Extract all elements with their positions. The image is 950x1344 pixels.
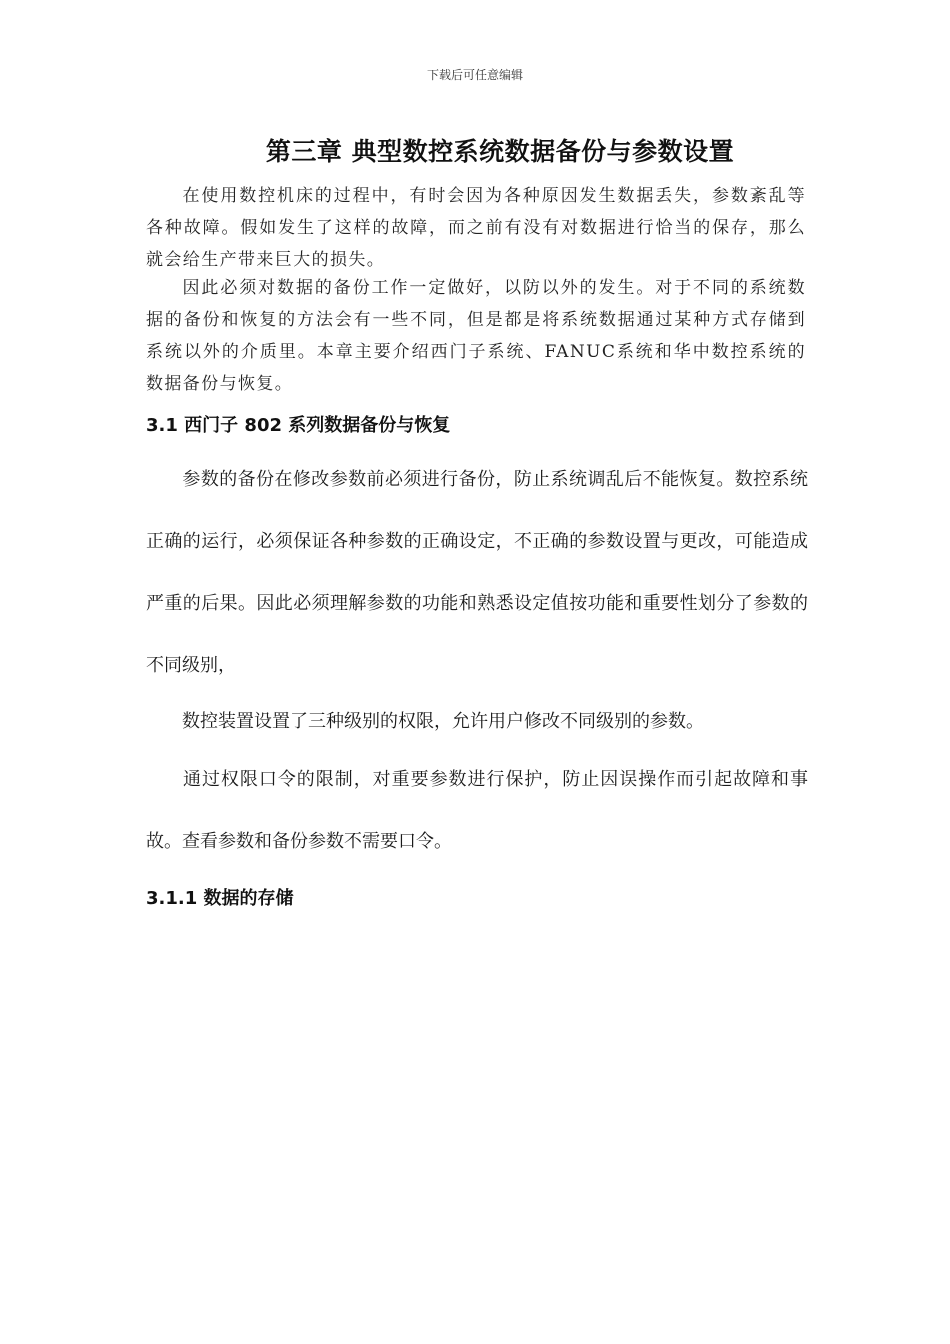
section-3-1-paragraph-3-text: 通过权限口令的限制，对重要参数进行保护，防止因误操作而引起故障和事故。查看参数和备份参数不需要口令。 (146, 769, 808, 852)
section-heading-3-1-1: 3.1.1 数据的存储 (146, 888, 294, 909)
section-3-1-paragraph-2 (146, 691, 808, 753)
section-3-1-paragraph-3 (146, 749, 808, 873)
header-note: 下载后可任意编辑 (426, 68, 523, 82)
section-3-1-paragraph-1 (146, 449, 808, 697)
section-heading-3-1: 3.1 西门子 802 系列数据备份与恢复 (146, 415, 451, 436)
intro-paragraph-2 (146, 272, 806, 400)
intro-paragraph-2-text: 因此必须对数据的备份工作一定做好，以防以外的发生。对于不同的系统数据的备份和恢复的方法会有一些不同，但是都是将系统数据通过某种方式存储到系统以外的介质里。本章主要介绍西门子系统、FANUC系统和华中数控系统的数据备份与恢复。 (146, 278, 806, 394)
intro-paragraph-1 (146, 180, 806, 276)
section-3-1-paragraph-1-text: 参数的备份在修改参数前必须进行备份，防止系统调乱后不能恢复。数控系统正确的运行，必须保证各种参数的正确设定，不正确的参数设置与更改，可能造成严重的后果。因此必须理解参数的功能和熟悉设定值按功能和重要性划分了参数的不同级别， (146, 469, 808, 676)
chapter-title: 第三章 典型数控系统数据备份与参数设置 (265, 137, 735, 166)
section-3-1-paragraph-2-text: 数控装置设置了三种级别的权限，允许用户修改不同级别的参数。 (182, 711, 704, 732)
intro-paragraph-1-text: 在使用数控机床的过程中，有时会因为各种原因发生数据丢失，参数紊乱等各种故障。假如发生了这样的故障，而之前有没有对数据进行恰当的保存，那么就会给生产带来巨大的损失。 (146, 186, 806, 270)
